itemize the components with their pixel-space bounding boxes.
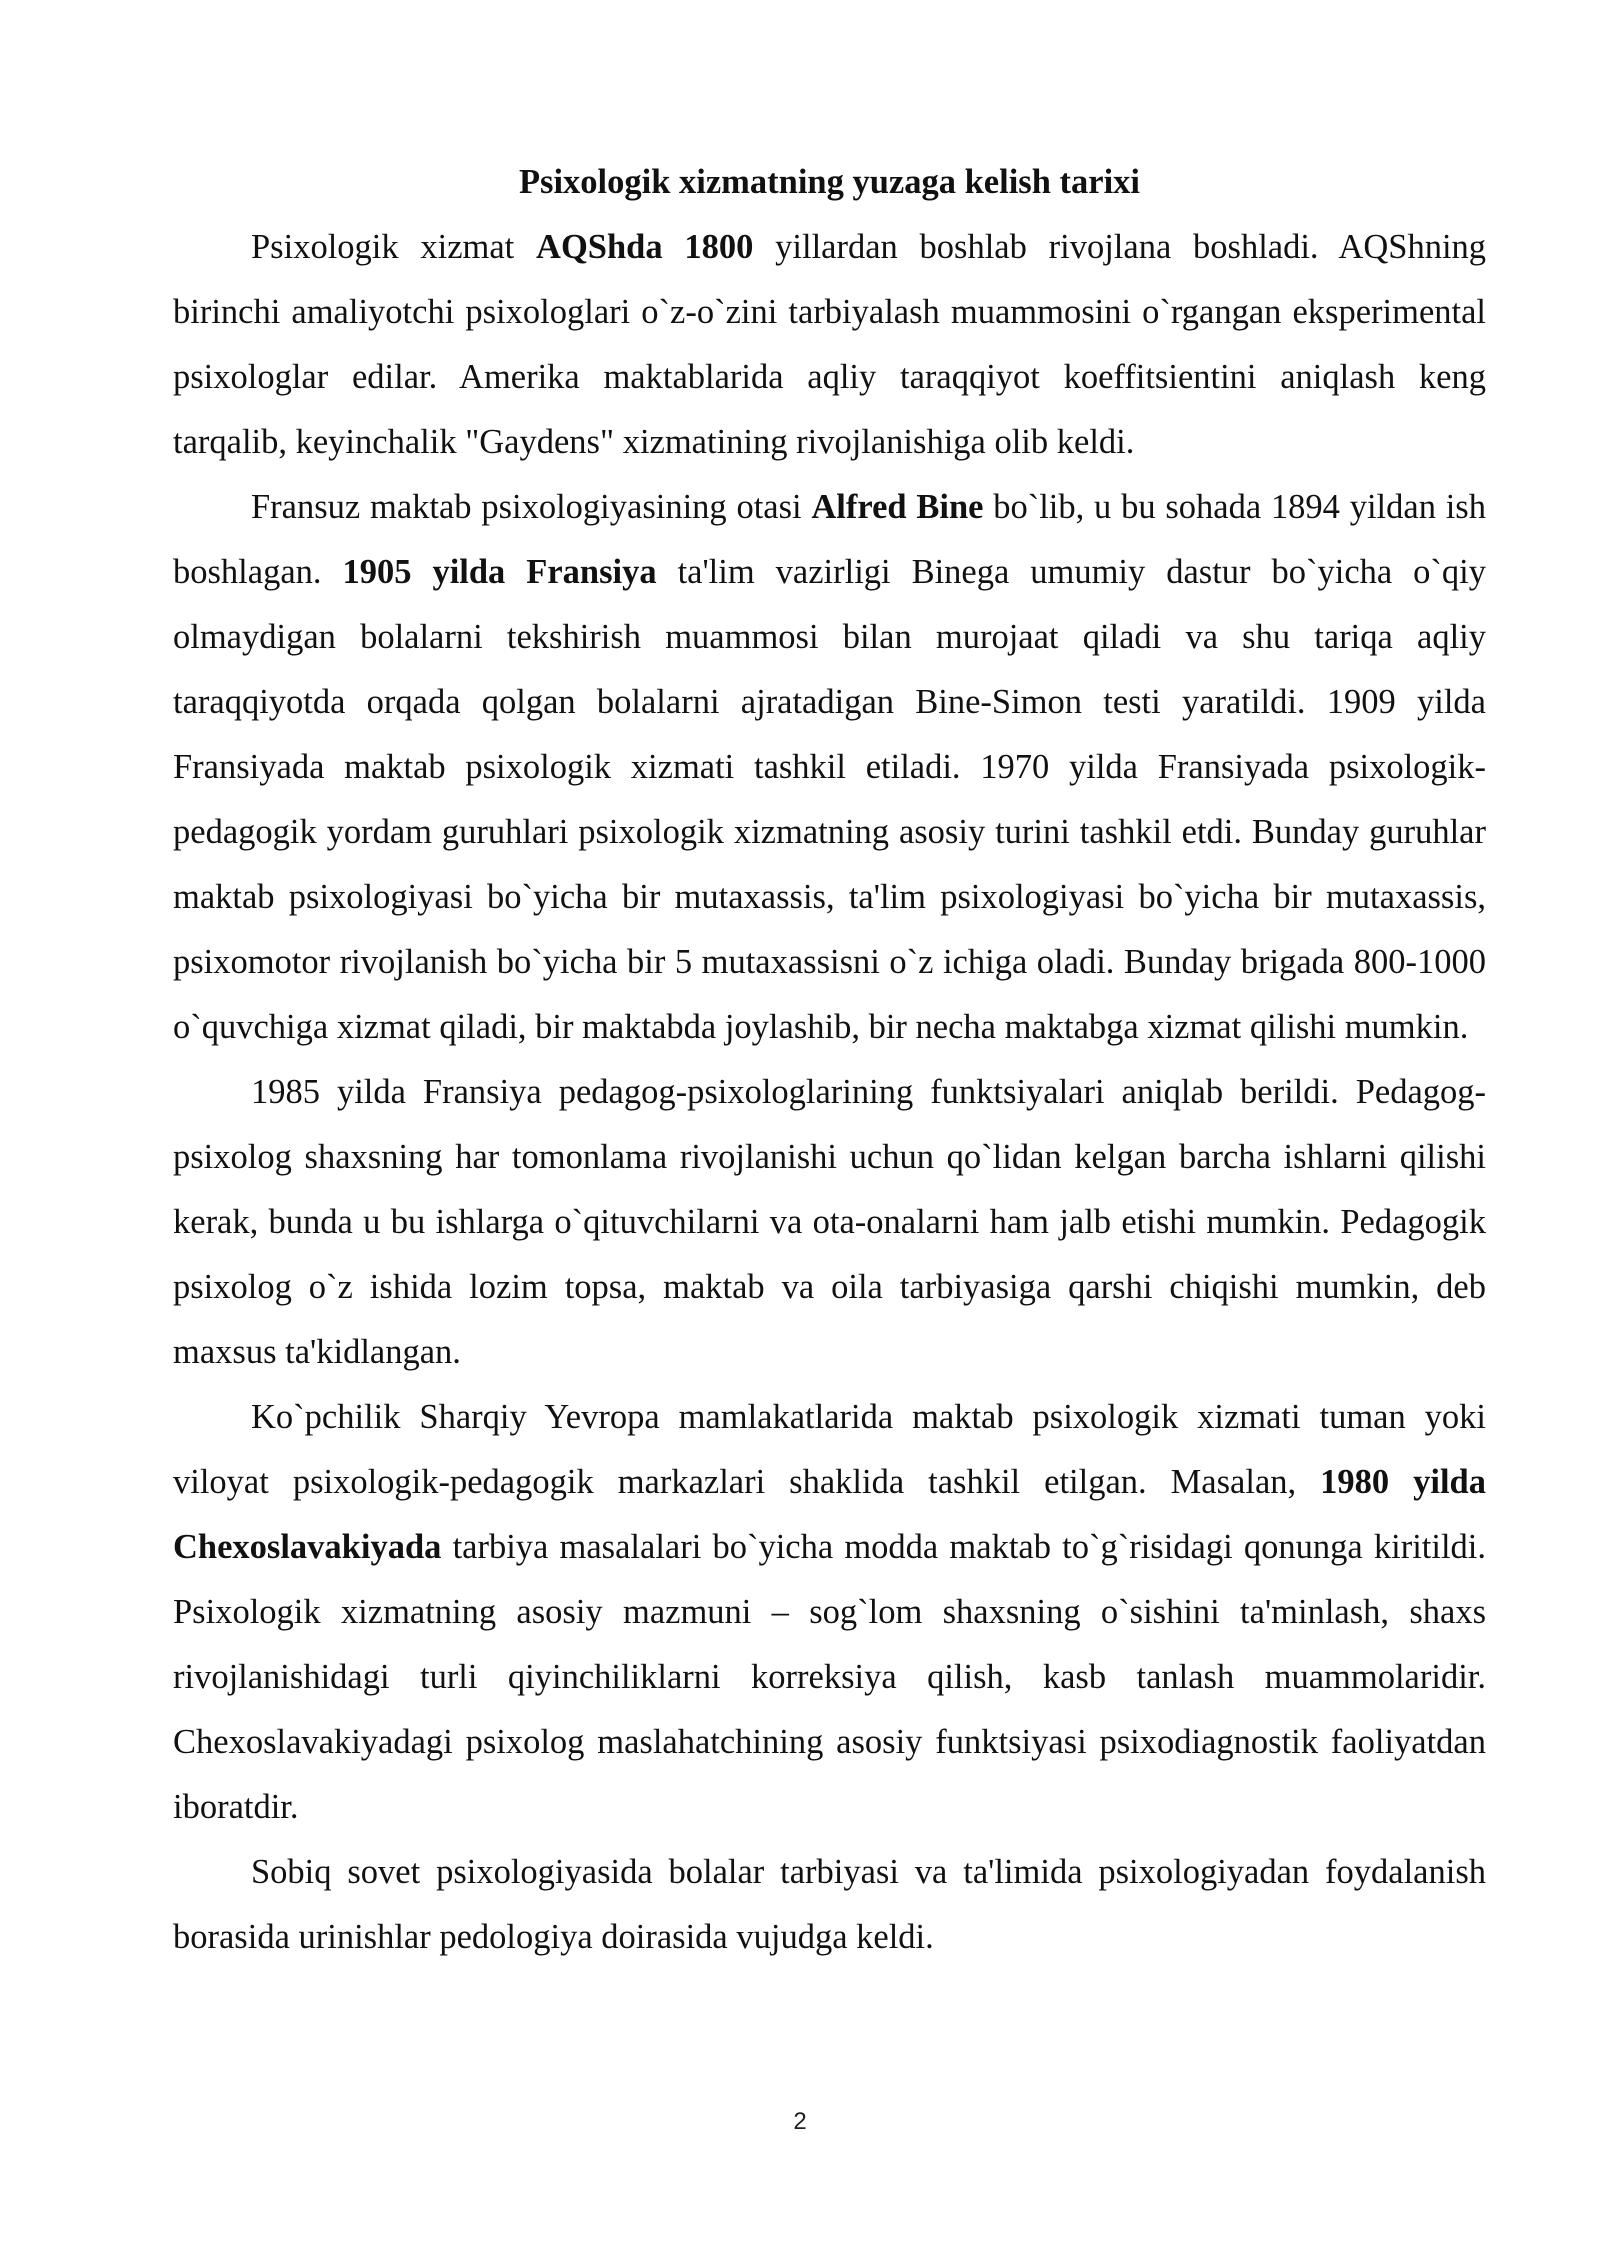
page-number: 2 xyxy=(793,2108,807,2135)
paragraph-bold-text: 1980 yilda Chexoslavakiyada xyxy=(173,1463,1486,1566)
document-title: Psixologik xizmatning yuzaga kelish tarixi xyxy=(518,163,1141,201)
paragraph-3 xyxy=(173,1060,1486,1385)
paragraph-4 xyxy=(173,1385,1486,1840)
paragraph-1 xyxy=(173,215,1486,475)
paragraph-text: tarbiya masalalari bo`yicha modda maktab to`g`risidagi qonunga kiritildi. Psixologik xizmatning asosiy mazmuni – sog`lom shaxsning o`sishini ta'minlash, shaxs rivojlanishidagi turli qiyinchiliklarni korreksiya qilish, kasb tanlash muammolaridir. Chexoslavakiyadagi psixolog maslahatchining asosiy funktsiyasi psixodiagnostik faoliyatdan iboratdir. xyxy=(173,1528,1486,1826)
paragraph-2 xyxy=(173,475,1486,1060)
paragraph-text: bo`lib, u bu sohada 1894 yildan ish boshlagan. xyxy=(173,488,1486,591)
document-body xyxy=(173,150,1486,1970)
paragraph-bold-text: 1905 yilda Fransiya xyxy=(342,553,657,591)
paragraph-text: Ko`pchilik Sharqiy Yevropa mamlakatlarida maktab psixologik xizmati tuman yoki viloyat psixologik-pedagogik markazlari shaklida tashkil etilgan. Masalan, xyxy=(173,1398,1486,1501)
paragraph-text: ta'lim vazirligi Binega umumiy dastur bo`yicha o`qiy olmaydigan bolalarni tekshirish muammosi bilan murojaat qiladi va shu tariqa aqliy taraqqiyotda orqada qolgan bolalarni ajratadigan Bine-Simon testi yaratildi. 1909 yilda Fransiyada maktab psixologik xizmati tashkil etiladi. 1970 yilda Fransiyada psixologik-pedagogik yordam guruhlari psixologik xizmatning asosiy turini tashkil etdi. Bunday guruhlar maktab psixologiyasi bo`yicha bir mutaxassis, ta'lim psixologiyasi bo`yicha bir mutaxassis, psixomotor rivojlanish bo`yicha bir 5 mutaxassisni o`z ichiga oladi. Bunday brigada 800-1000 o`quvchiga xizmat qiladi, bir maktabda joylashib, bir necha maktabga xizmat qilishi mumkin. xyxy=(173,553,1486,1046)
paragraph-text: Psixologik xizmat xyxy=(251,228,537,266)
paragraph-bold-text: Alfred Bine xyxy=(811,488,984,526)
paragraph-text: Fransuz maktab psixologiyasining otasi xyxy=(251,488,812,526)
paragraph-text: 1985 yilda Fransiya pedagog-psixologlarining funktsiyalari aniqlab berildi. Pedagog-psixolog shaxsning har tomonlama rivojlanishi uchun qo`lidan kelgan barcha ishlarni qilishi kerak, bunda u bu ishlarga o`qituvchilarni va ota-onalarni ham jalb etishi mumkin. Pedagogik psixolog o`z ishida lozim topsa, maktab va oila tarbiyasiga qarshi chiqishi mumkin, deb maxsus ta'kidlangan. xyxy=(173,1073,1486,1371)
paragraph-5 xyxy=(173,1840,1486,1970)
paragraph-bold-text: AQShda 1800 xyxy=(536,228,754,266)
paragraph-text: Sobiq sovet psixologiyasida bolalar tarbiyasi va ta'limida psixologiyadan foydalanish borasida urinishlar pedologiya doirasida vujudga keldi. xyxy=(173,1853,1486,1956)
paragraph-text: yillardan boshlab rivojlana boshladi. AQShning birinchi amaliyotchi psixologlari o`z-o`zini tarbiyalash muammosini o`rgangan eksperimental psixologlar edilar. Amerika maktablarida aqliy taraqqiyot koeffitsientini aniqlash keng tarqalib, keyinchalik "Gaydens" xizmatining rivojlanishiga olib keldi. xyxy=(173,228,1487,461)
